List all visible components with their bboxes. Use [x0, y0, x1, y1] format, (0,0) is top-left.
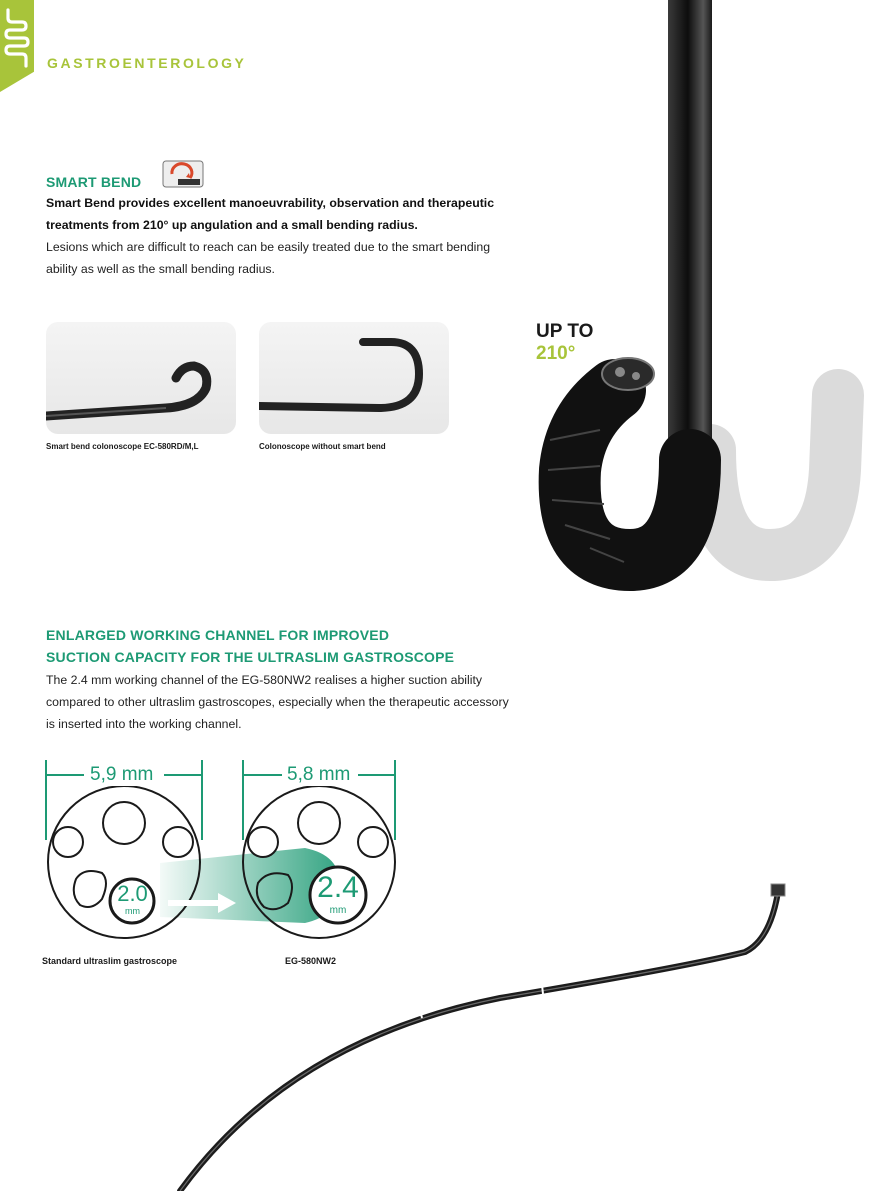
smart-bend-body-2: ability as well as the small bending radius.: [46, 262, 275, 276]
working-channel-body-2: compared to other ultraslim gastroscopes, especially when the therapeutic accessory: [46, 695, 509, 709]
gastroscope-image: [0, 870, 890, 1191]
smart-bend-heading: SMART BEND: [46, 174, 142, 190]
working-channel-body-1: The 2.4 mm working channel of the EG-580NW2 realises a higher suction ability: [46, 673, 483, 687]
smart-bend-photo: [46, 322, 236, 434]
channel-value: 2.0: [117, 881, 148, 906]
working-channel-heading-1: ENLARGED WORKING CHANNEL FOR IMPROVED: [46, 627, 390, 643]
photo-caption: Colonoscope without smart bend: [259, 442, 386, 451]
working-channel-body-3: is inserted into the working channel.: [46, 717, 242, 731]
angle-label-line1: UP TO: [536, 321, 594, 342]
intestine-icon: [0, 4, 34, 84]
smart-bend-lead-1: Smart Bend provides excellent manoeuvrability, observation and therapeutic: [46, 196, 495, 210]
section-tab: [0, 0, 34, 92]
colonoscope-regular-image: [259, 322, 449, 434]
diagram-width-label: 5,8 mm: [283, 764, 354, 786]
diagram-width-label: 5,9 mm: [86, 764, 157, 786]
smart-bend-210-badge-icon: [162, 160, 204, 188]
channel-unit: mm: [329, 905, 347, 916]
section-title: GASTROENTEROLOGY: [47, 55, 247, 71]
channel-value: 2.4: [317, 871, 359, 904]
endoscope-bend-image: [520, 0, 890, 600]
photo-caption: Smart bend colonoscope EC-580RD/M,L: [46, 442, 199, 451]
smart-bend-lead-2: treatments from 210° up angulation and a small bending radius.: [46, 218, 418, 232]
smart-bend-body-1: Lesions which are difficult to reach can be easily treated due to the smart bending: [46, 240, 491, 254]
channel-unit: mm: [125, 906, 140, 916]
colonoscope-smart-bend-image: [46, 322, 236, 434]
diagram-caption: Standard ultraslim gastroscope: [42, 956, 178, 966]
working-channel-heading-2: SUCTION CAPACITY FOR THE ULTRASLIM GASTROSCOPE: [46, 649, 455, 665]
angle-label-line2: 210°: [536, 343, 576, 364]
diagram-caption: EG-580NW2: [285, 956, 337, 966]
regular-bend-photo: [259, 322, 449, 434]
